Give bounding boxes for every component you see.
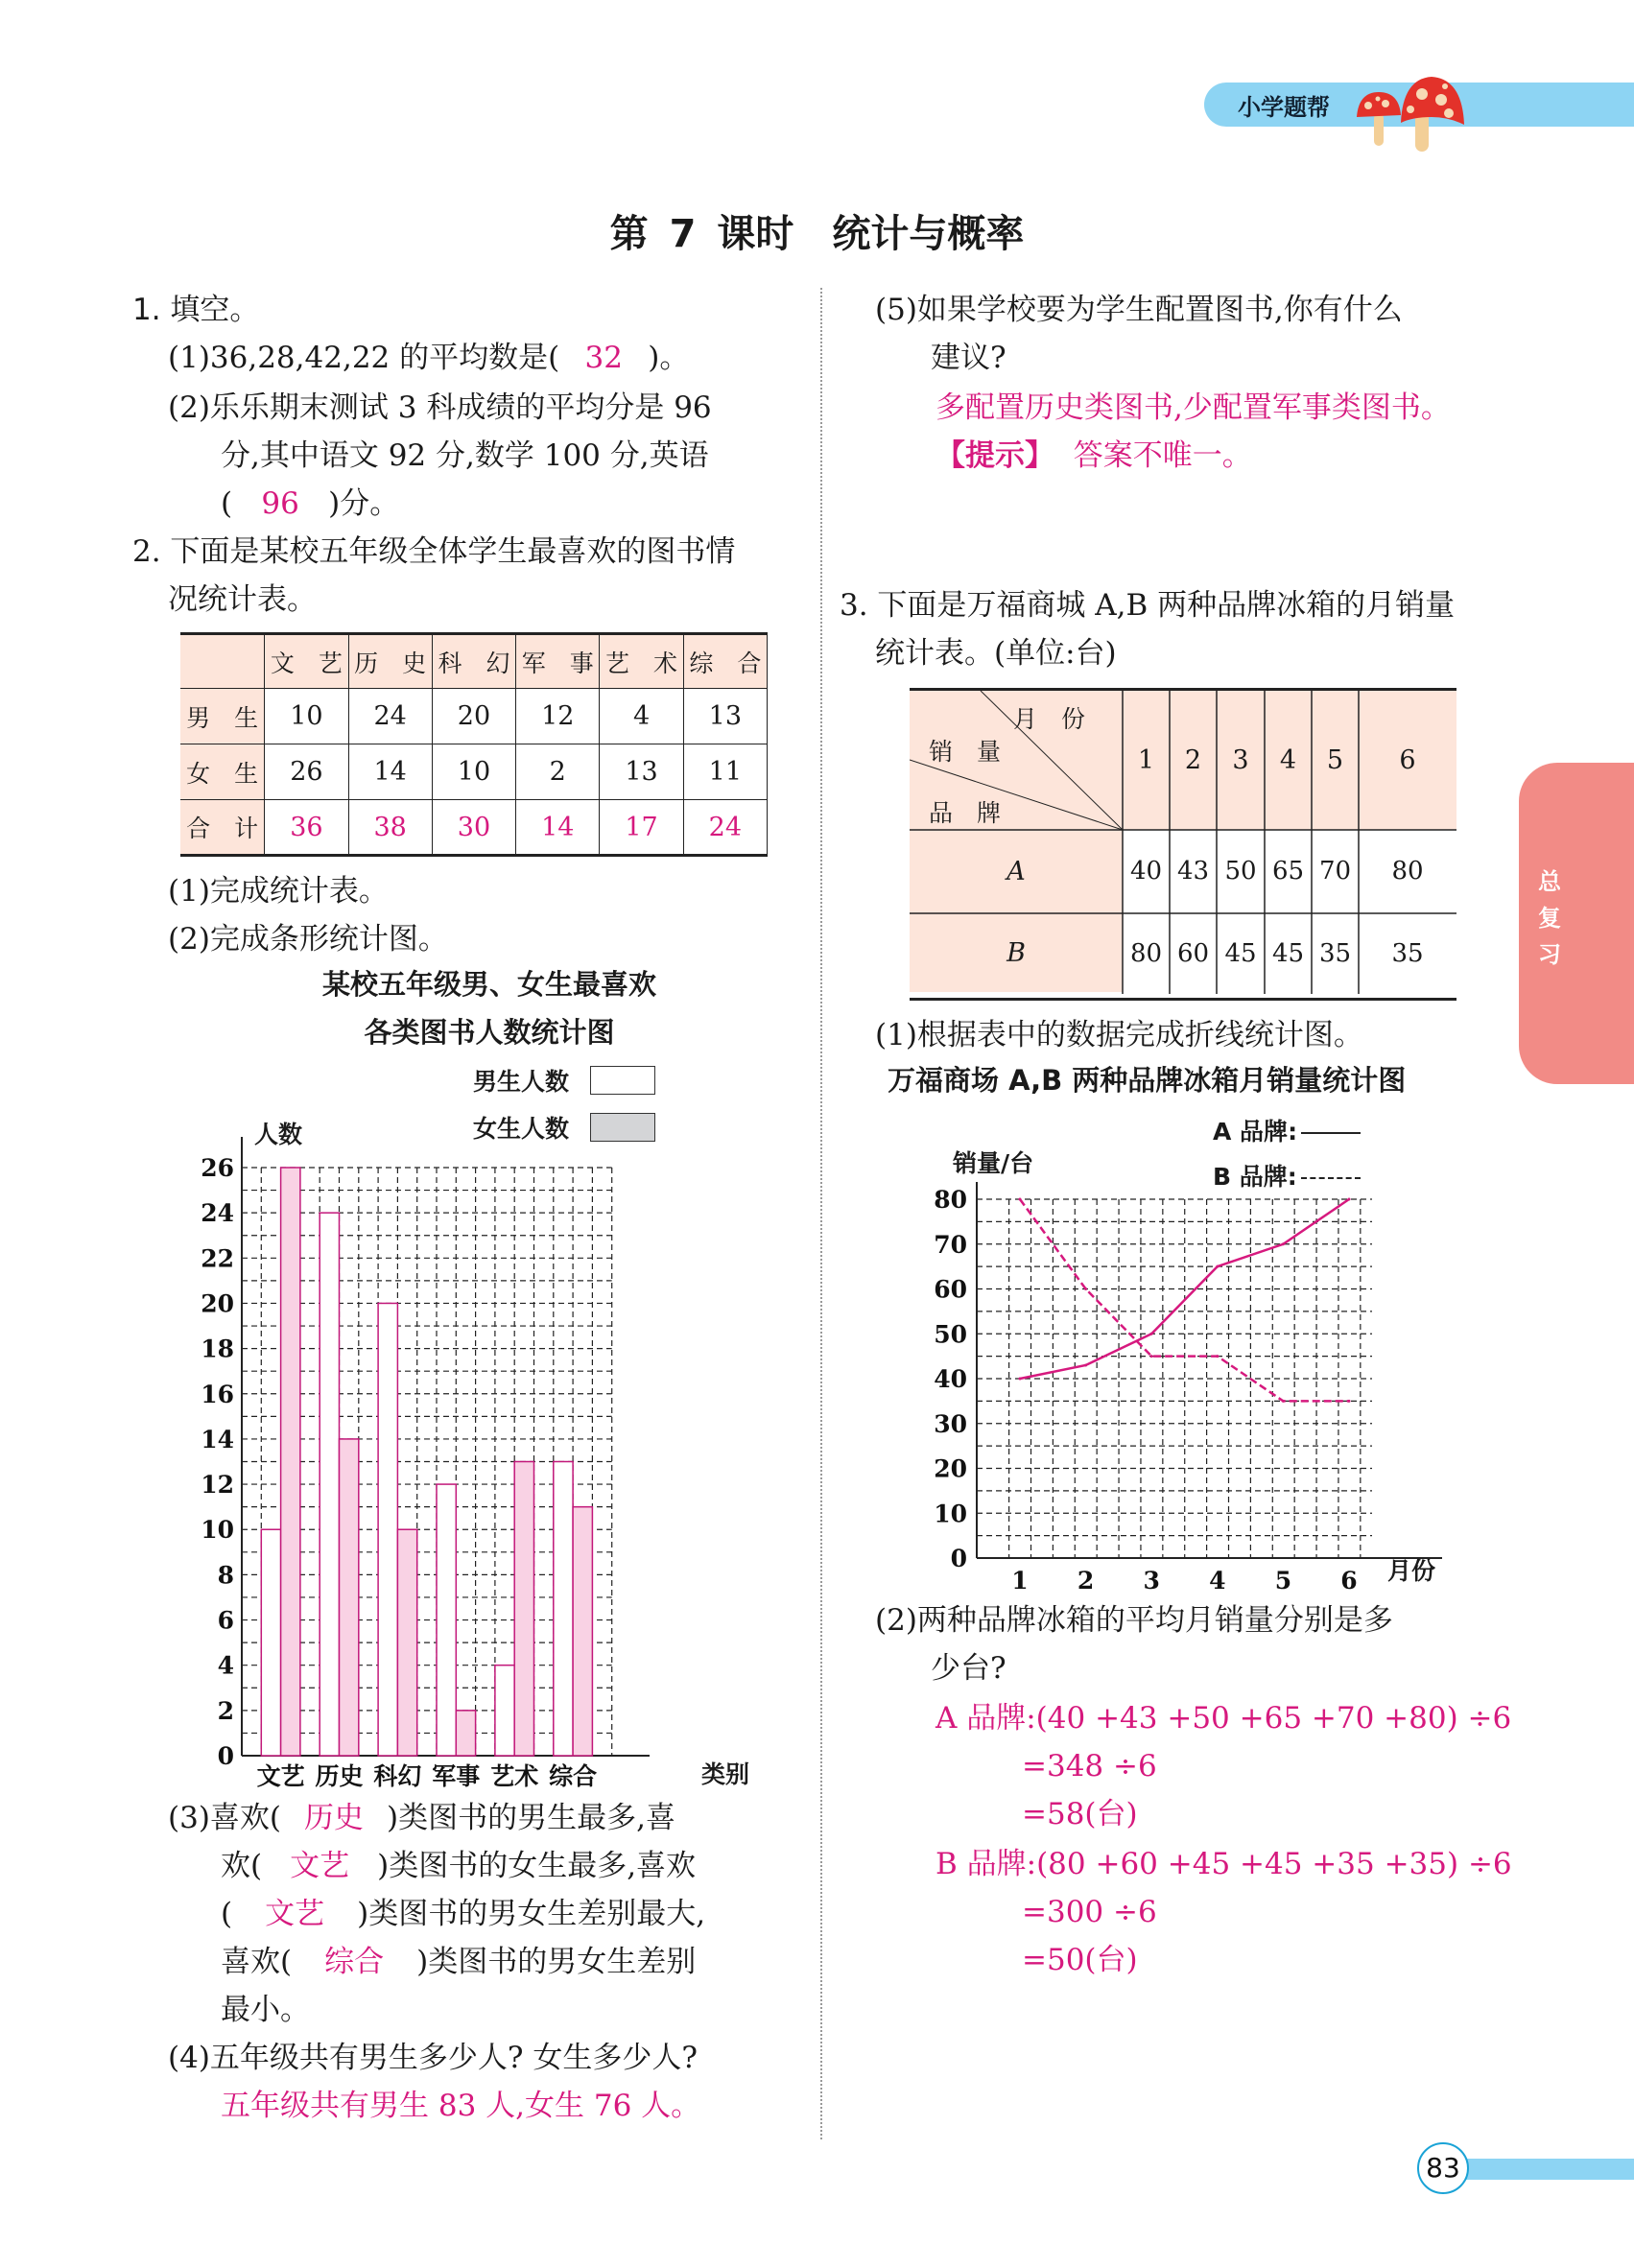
total-cell: 24	[683, 800, 767, 856]
q2-sub3-line3	[221, 1890, 705, 1938]
q2-sub2: (2)完成条形统计图。	[168, 922, 448, 957]
q2-sub4-question: (4)五年级共有男生多少人? 女生多少人?	[168, 2041, 699, 2075]
text: )类图书的女生最多,喜欢	[377, 1849, 697, 1883]
row-header: 男 生	[180, 689, 265, 744]
row-header: 女 生	[180, 744, 265, 800]
q2-sub5-question-line2: 建议?	[931, 341, 1006, 375]
x-tick-label: 2	[1077, 1567, 1095, 1595]
y-tick-label: 22	[201, 1244, 234, 1273]
q2-sub3-answer3: 文艺	[265, 1897, 325, 1931]
bar-boys-艺术	[495, 1666, 514, 1756]
calc-a-line2: =348 ÷6	[1022, 1749, 1157, 1784]
page-number-bar	[1458, 2159, 1634, 2180]
calc-b-line2: =300 ÷6	[1022, 1895, 1157, 1929]
data-point	[1216, 1265, 1219, 1268]
y-tick-label: 18	[201, 1335, 234, 1363]
y-tick-label: 14	[201, 1425, 234, 1453]
sales-cell: 40	[1129, 857, 1163, 886]
y-tick-label: 30	[934, 1409, 967, 1438]
row-header: 合 计	[180, 800, 265, 856]
q2-sub3-line2	[221, 1842, 696, 1890]
q3-heading-line2: 统计表。(单位:台)	[875, 636, 1117, 671]
q2-sub4-answer: 五年级共有男生 83 人,女生 76 人。	[221, 2089, 701, 2123]
sales-cell: 50	[1224, 857, 1257, 886]
y-tick-label: 0	[217, 1742, 234, 1770]
side-tab-label: 总复习	[1538, 868, 1561, 968]
data-point	[1019, 1378, 1022, 1381]
hint-label: 【提示】	[935, 438, 1054, 473]
q2-sub3-line5: 最小。	[221, 1993, 310, 2027]
text: 欢(	[221, 1849, 263, 1883]
bar-chart-xlabel: 类别	[701, 1760, 750, 1788]
y-tick-label: 20	[934, 1454, 967, 1483]
q1-part2-answer: 96	[261, 486, 299, 521]
month-header: 3	[1232, 745, 1249, 775]
calc-a-line3: =58(台)	[1022, 1797, 1138, 1831]
x-tick-label: 文艺	[256, 1762, 305, 1790]
sales-cell: 45	[1271, 939, 1305, 968]
q2-sub3-line4	[221, 1938, 696, 1986]
y-tick-label: 50	[934, 1320, 967, 1349]
y-tick-label: 70	[934, 1230, 967, 1259]
column-header: 综 合	[683, 634, 767, 689]
calc-b-line3: =50(台)	[1022, 1943, 1138, 1977]
line-chart-ylabel: 销量/台	[953, 1149, 1034, 1177]
corner-sales-label: 销 量	[929, 738, 1002, 766]
x-tick-label: 军事	[432, 1762, 481, 1790]
x-tick-label: 3	[1143, 1567, 1160, 1595]
q3-sub1: (1)根据表中的数据完成折线统计图。	[875, 1018, 1363, 1052]
y-tick-label: 20	[201, 1289, 234, 1318]
q2-sub5-question-line1: (5)如果学校要为学生配置图书,你有什么	[875, 293, 1403, 327]
value-cell: 11	[683, 744, 767, 800]
brand-label: A	[1006, 857, 1026, 886]
value-cell: 26	[265, 744, 348, 800]
y-tick-label: 12	[201, 1471, 234, 1500]
x-tick-label: 历史	[315, 1762, 364, 1790]
sales-cell: 70	[1318, 857, 1352, 886]
q1-part2-end: )分。	[328, 486, 400, 521]
q2-heading-line1: 2. 下面是某校五年级全体学生最喜欢的图书情	[132, 534, 736, 569]
x-tick-label: 艺术	[490, 1762, 539, 1790]
text: 喜欢(	[221, 1945, 293, 1979]
month-header: 2	[1184, 745, 1202, 775]
data-point	[1348, 1198, 1351, 1201]
q2-sub3-line1	[168, 1794, 675, 1842]
y-tick-label: 2	[217, 1696, 234, 1725]
x-tick-label: 1	[1011, 1567, 1029, 1595]
y-tick-label: 10	[201, 1516, 234, 1545]
q1-part1-answer: 32	[584, 341, 623, 375]
y-tick-label: 0	[950, 1545, 967, 1572]
column-header: 历 史	[348, 634, 432, 689]
q2-sub3-answer4: 综合	[324, 1945, 385, 1979]
total-cell: 14	[516, 800, 600, 856]
data-point	[1084, 1363, 1087, 1366]
total-cell: 17	[600, 800, 683, 856]
column-header: 科 幻	[432, 634, 515, 689]
legend-b: B 品牌:	[1213, 1158, 1361, 1193]
y-tick-label: 10	[934, 1500, 967, 1528]
value-cell: 13	[683, 689, 767, 744]
bar-chart-title-line2: 各类图书人数统计图	[364, 1016, 615, 1049]
line-chart-grid	[977, 1199, 1372, 1558]
line-chart-title: 万福商场 A,B 两种品牌冰箱月销量统计图	[888, 1064, 1407, 1097]
data-point	[1282, 1242, 1285, 1245]
y-tick-label: 26	[201, 1154, 234, 1182]
data-point	[1019, 1198, 1022, 1201]
y-tick-label: 6	[217, 1606, 234, 1635]
x-tick-label: 5	[1274, 1567, 1292, 1595]
q2-sub3-answer2: 文艺	[290, 1849, 350, 1883]
y-tick-label: 40	[934, 1365, 967, 1393]
x-tick-label: 6	[1340, 1567, 1358, 1595]
legend-b-label: B 品牌	[1213, 1163, 1288, 1191]
sales-cell: 60	[1176, 939, 1210, 968]
corner-month-label: 月 份	[1013, 705, 1086, 733]
legend-a-label: A 品牌	[1213, 1118, 1289, 1146]
text: )类图书的男女生差别	[416, 1945, 697, 1979]
brand-label: B	[1006, 938, 1026, 968]
column-header: 文 艺	[265, 634, 348, 689]
value-cell: 24	[348, 689, 432, 744]
value-cell: 10	[265, 689, 348, 744]
q3-sub2-line1: (2)两种品牌冰箱的平均月销量分别是多	[875, 1603, 1393, 1638]
q3-heading-line1: 3. 下面是万福商城 A,B 两种品牌冰箱的月销量	[840, 588, 1456, 623]
q1-heading: 1. 填空。	[132, 293, 260, 327]
q1-part1-end: )。	[648, 341, 690, 375]
bar-chart-ylabel: 人数	[254, 1121, 303, 1148]
value-cell: 14	[348, 744, 432, 800]
calc-a-line1: A 品牌:(40 +43 +50 +65 +70 +80) ÷6	[935, 1701, 1512, 1736]
q2-sub3-answer1: 历史	[304, 1801, 365, 1835]
total-cell: 36	[265, 800, 348, 856]
sales-cell: 45	[1224, 939, 1257, 968]
line-chart-xlabel: 月份	[1387, 1557, 1436, 1585]
y-tick-label: 60	[934, 1275, 967, 1304]
month-header: 1	[1137, 745, 1155, 775]
text: (3)喜欢(	[168, 1801, 282, 1835]
x-tick-label: 综合	[549, 1762, 598, 1790]
text: )类图书的男女生差别最大,	[357, 1897, 706, 1931]
brand-label: 小学题帮	[1238, 94, 1330, 121]
value-cell: 12	[516, 689, 600, 744]
x-tick-label: 4	[1209, 1567, 1226, 1595]
total-cell: 30	[432, 800, 515, 856]
legend-girls-label: 女生人数	[473, 1115, 570, 1143]
q2-heading-line2: 况统计表。	[168, 582, 317, 617]
data-point	[1150, 1355, 1153, 1358]
paren-open: (	[221, 486, 233, 521]
value-cell: 20	[432, 689, 515, 744]
q1-part1-text: (1)36,28,42,22 的平均数是(	[168, 341, 560, 375]
value-cell: 2	[516, 744, 600, 800]
legend-a: A 品牌:	[1213, 1113, 1361, 1147]
sales-cell: 80	[1129, 939, 1163, 968]
q1-part2-line2: 分,其中语文 92 分,数学 100 分,英语	[221, 438, 709, 473]
hint-text: 答案不唯一。	[1073, 438, 1252, 473]
legend-boys-label: 男生人数	[473, 1068, 570, 1096]
total-cell: 38	[348, 800, 432, 856]
value-cell: 10	[432, 744, 515, 800]
column-header: 军 事	[516, 634, 600, 689]
y-tick-label: 8	[217, 1561, 234, 1590]
x-tick-label: 科幻	[373, 1762, 422, 1790]
sales-cell: 35	[1318, 939, 1352, 968]
bar-girls-军事	[456, 1711, 475, 1756]
value-cell: 13	[600, 744, 683, 800]
month-header: 6	[1399, 745, 1416, 775]
page-title: 第 7 课时 统计与概率	[609, 212, 1025, 256]
column-header: 艺 术	[600, 634, 683, 689]
y-tick-label: 80	[934, 1186, 967, 1214]
q2-sub1: (1)完成统计表。	[168, 874, 389, 909]
sales-cell: 35	[1391, 939, 1424, 968]
sales-cell: 80	[1391, 857, 1424, 886]
data-point	[1348, 1400, 1351, 1403]
value-cell: 4	[600, 689, 683, 744]
sales-cell: 43	[1176, 857, 1210, 886]
month-header: 5	[1326, 745, 1344, 775]
data-point	[1282, 1400, 1285, 1403]
corner-brand-label: 品 牌	[929, 799, 1002, 827]
data-point	[1150, 1333, 1153, 1335]
page-number: 83	[1417, 2142, 1469, 2194]
y-tick-label: 4	[217, 1651, 234, 1680]
y-tick-label: 16	[201, 1380, 234, 1408]
y-tick-label: 24	[201, 1199, 234, 1228]
q3-sub2-line2: 少台?	[931, 1651, 1006, 1686]
month-header: 4	[1279, 745, 1297, 775]
q1-part2-line1: (2)乐乐期末测试 3 科成绩的平均分是 96	[168, 390, 712, 425]
q2-sub5-answer: 多配置历史类图书,少配置军事类图书。	[935, 390, 1451, 425]
text: (	[221, 1897, 233, 1931]
data-point	[1084, 1288, 1087, 1290]
calc-b-line1: B 品牌:(80 +60 +45 +45 +35 +35) ÷6	[935, 1847, 1512, 1881]
data-point	[1216, 1355, 1219, 1358]
sales-cell: 65	[1271, 857, 1305, 886]
text: )类图书的男生最多,喜	[387, 1801, 675, 1835]
bar-chart-title-line1: 某校五年级男、女生最喜欢	[321, 968, 656, 1001]
